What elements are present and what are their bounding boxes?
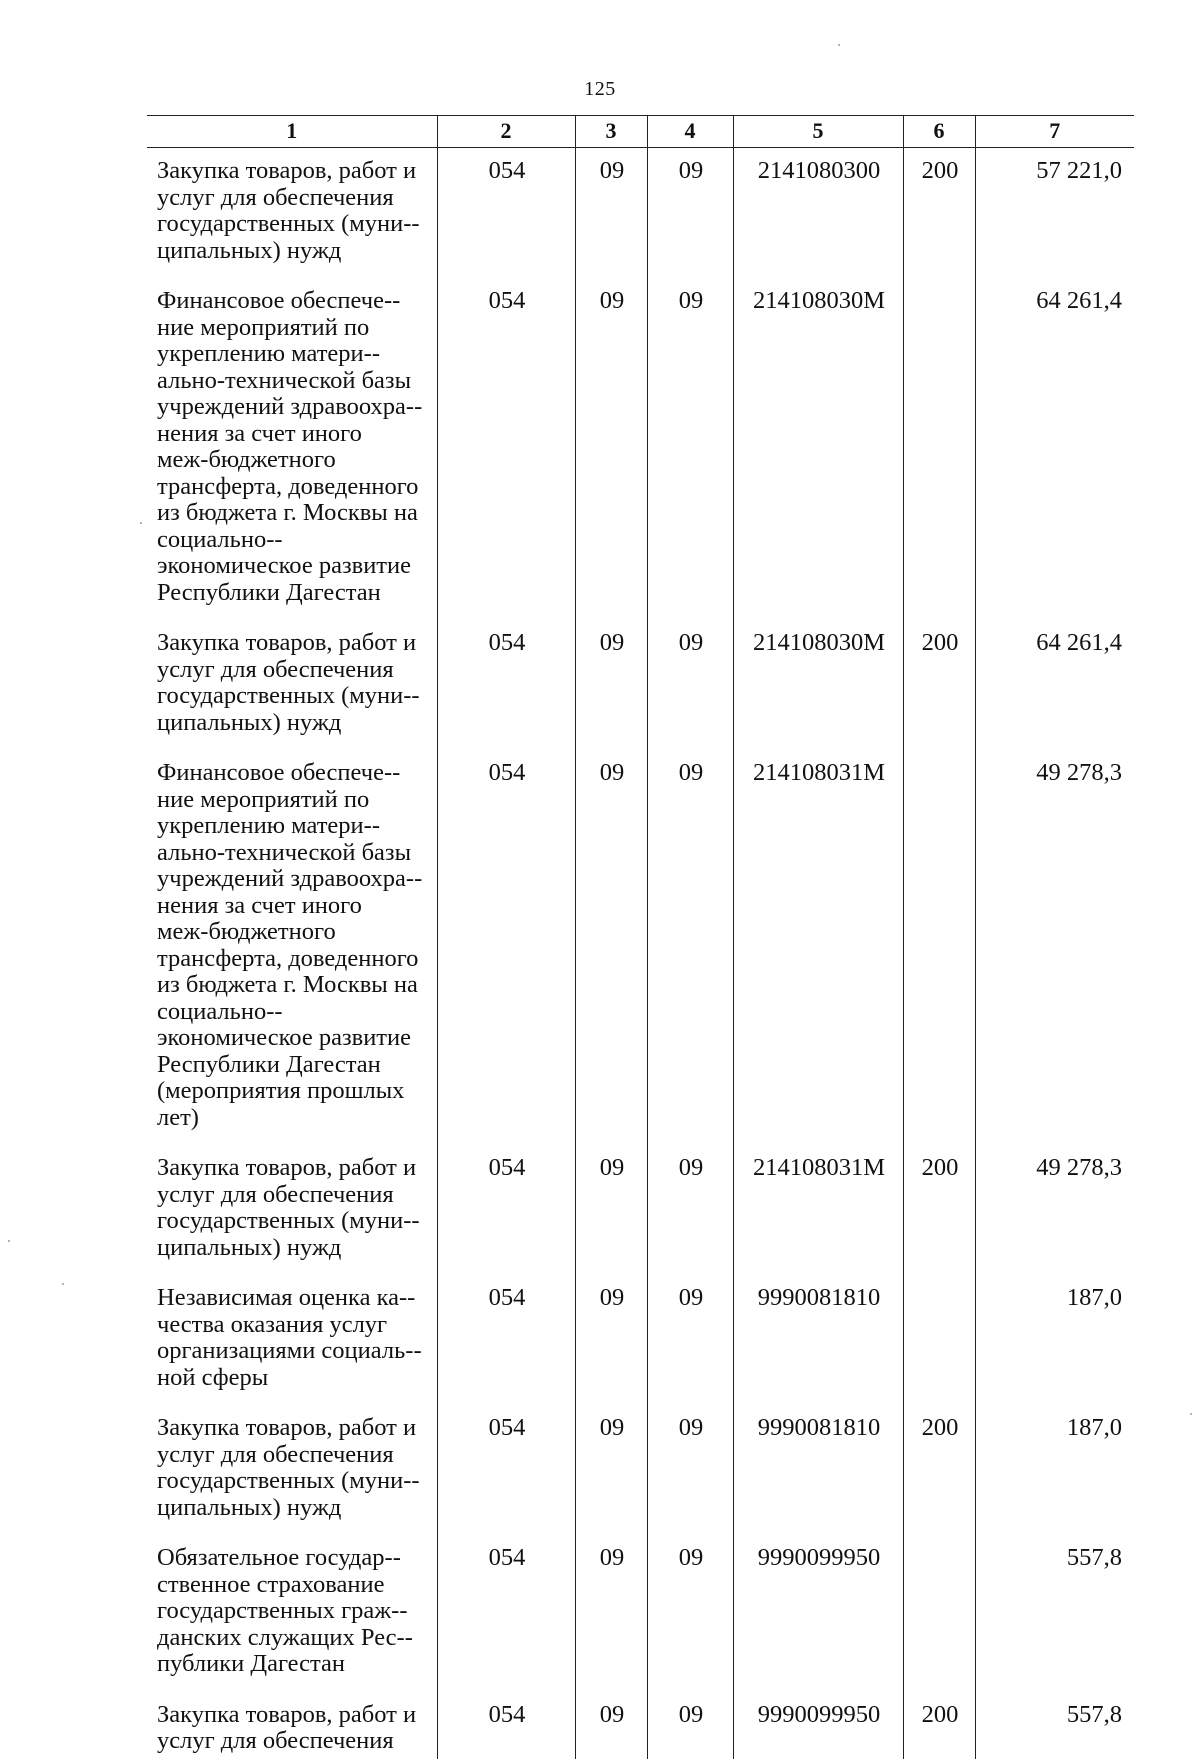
- row-target-item: 9990099950: [733, 1535, 903, 1692]
- column-header-7: 7: [975, 116, 1134, 148]
- row-target-item: 214108031М: [733, 1145, 903, 1275]
- column-header-6: 6: [903, 116, 975, 148]
- row-name: Независимая оценка ка-чества оказания услуг организациями социаль-ной сферы: [157, 1284, 422, 1391]
- row-code-ministry: 054: [437, 1275, 575, 1405]
- row-section: 09: [575, 750, 647, 1145]
- row-name: Закупка товаров, работ и услуг для обеспечения государственных (муни-ципальных) нужд: [157, 1414, 420, 1521]
- scan-speck: [1190, 1413, 1192, 1415]
- scan-speck: [62, 1283, 64, 1285]
- row-amount: 557,8: [975, 1535, 1134, 1692]
- row-section: 09: [575, 1692, 647, 1759]
- row-code-ministry: 054: [437, 620, 575, 750]
- row-amount: 57 221,0: [975, 148, 1134, 279]
- column-header-1: 1: [147, 116, 437, 148]
- column-header-5: 5: [733, 116, 903, 148]
- row-section: 09: [575, 278, 647, 620]
- row-expense-type: [903, 1535, 975, 1692]
- row-section: 09: [575, 620, 647, 750]
- scan-speck: [8, 1240, 10, 1242]
- table-row: [147, 278, 1134, 620]
- row-code-ministry: 054: [437, 148, 575, 279]
- row-amount: 64 261,4: [975, 278, 1134, 620]
- row-target-item: 9990099950: [733, 1692, 903, 1759]
- row-amount: 557,8: [975, 1692, 1134, 1759]
- budget-table: [147, 115, 1134, 1759]
- row-amount: 49 278,3: [975, 750, 1134, 1145]
- row-name: Закупка товаров, работ и услуг для обеспечения: [157, 1700, 417, 1754]
- row-subsection: 09: [647, 1535, 733, 1692]
- row-code-ministry: 054: [437, 1692, 575, 1759]
- row-name: Закупка товаров, работ и услуг для обеспечения государственных (муни-ципальных) нужд: [157, 157, 420, 264]
- row-name: Финансовое обеспече-ние мероприятий по укреплению матери-ально-технической базы учреждений здравоохра-нения за счет иного меж-бюджетного трансферта, доведенного из бюджета г. Москвы на социально-экономическое развитие Республики Дагестан (мероприятия прошлых лет): [157, 759, 423, 1131]
- row-section: 09: [575, 1145, 647, 1275]
- row-amount: 49 278,3: [975, 1145, 1134, 1275]
- table-row: [147, 148, 1134, 279]
- row-subsection: 09: [647, 1692, 733, 1759]
- row-name: Обязательное государ-ственное страхование государственных граж-данских служащих Рес-публики Дагестан: [157, 1544, 413, 1677]
- row-amount: 64 261,4: [975, 620, 1134, 750]
- row-code-ministry: 054: [437, 278, 575, 620]
- row-subsection: 09: [647, 620, 733, 750]
- row-target-item: 2141080300: [733, 148, 903, 279]
- row-target-item: 9990081810: [733, 1275, 903, 1405]
- row-amount: 187,0: [975, 1275, 1134, 1405]
- row-subsection: 09: [647, 278, 733, 620]
- table-row: [147, 750, 1134, 1145]
- column-header-4: 4: [647, 116, 733, 148]
- scan-speck: [140, 522, 142, 524]
- row-section: 09: [575, 148, 647, 279]
- row-target-item: 9990081810: [733, 1405, 903, 1535]
- row-expense-type: 200: [903, 620, 975, 750]
- table-row: [147, 1275, 1134, 1405]
- row-subsection: 09: [647, 148, 733, 279]
- row-name: Закупка товаров, работ и услуг для обеспечения государственных (муни-ципальных) нужд: [157, 629, 420, 736]
- column-header-2: 2: [437, 116, 575, 148]
- row-subsection: 09: [647, 1145, 733, 1275]
- row-subsection: 09: [647, 1275, 733, 1405]
- row-expense-type: 200: [903, 1692, 975, 1759]
- row-subsection: 09: [647, 1405, 733, 1535]
- row-expense-type: [903, 278, 975, 620]
- column-header-3: 3: [575, 116, 647, 148]
- row-expense-type: 200: [903, 1405, 975, 1535]
- row-target-item: 214108031М: [733, 750, 903, 1145]
- row-code-ministry: 054: [437, 1535, 575, 1692]
- row-code-ministry: 054: [437, 750, 575, 1145]
- table-row: [147, 1535, 1134, 1692]
- header-row: [147, 116, 1134, 148]
- row-code-ministry: 054: [437, 1405, 575, 1535]
- row-expense-type: [903, 750, 975, 1145]
- row-subsection: 09: [647, 750, 733, 1145]
- row-section: 09: [575, 1405, 647, 1535]
- table-row: [147, 1692, 1134, 1759]
- row-name: Закупка товаров, работ и услуг для обеспечения государственных (муни-ципальных) нужд: [157, 1154, 420, 1261]
- row-section: 09: [575, 1535, 647, 1692]
- row-expense-type: [903, 1275, 975, 1405]
- scan-speck: [838, 44, 840, 46]
- row-section: 09: [575, 1275, 647, 1405]
- table-row: [147, 1405, 1134, 1535]
- page-number: 125: [584, 78, 616, 100]
- row-expense-type: 200: [903, 1145, 975, 1275]
- row-code-ministry: 054: [437, 1145, 575, 1275]
- row-target-item: 214108030М: [733, 620, 903, 750]
- row-target-item: 214108030М: [733, 278, 903, 620]
- table-row: [147, 620, 1134, 750]
- table-row: [147, 1145, 1134, 1275]
- row-amount: 187,0: [975, 1405, 1134, 1535]
- row-expense-type: 200: [903, 148, 975, 279]
- row-name: Финансовое обеспече-ние мероприятий по укреплению матери-ально-технической базы учреждений здравоохра-нения за счет иного меж-бюджетного трансферта, доведенного из бюджета г. Москвы на социально-экономическое развитие Республики Дагестан: [157, 287, 423, 606]
